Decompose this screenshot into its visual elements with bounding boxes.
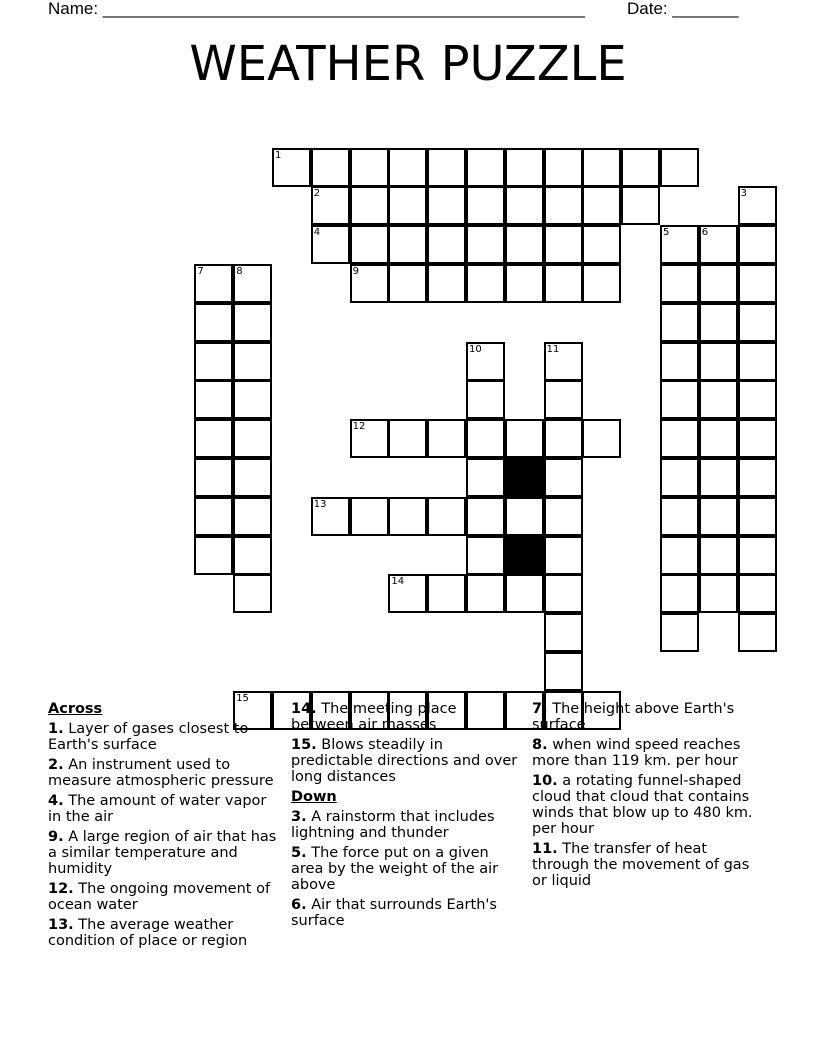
grid-cell[interactable] (233, 458, 272, 497)
grid-cell[interactable] (388, 574, 427, 613)
grid-cell[interactable] (466, 458, 505, 497)
grid-cell[interactable] (544, 536, 583, 575)
grid-cell[interactable] (544, 652, 583, 691)
clue-number-label: 6. (291, 897, 307, 913)
clue-item (532, 701, 768, 733)
grid-cell[interactable] (233, 536, 272, 575)
grid-cell[interactable] (311, 186, 350, 225)
grid-cell[interactable] (350, 497, 389, 536)
page-title: WEATHER PUZZLE (189, 36, 627, 92)
clue-number-label: 8. (532, 737, 548, 753)
black-cell (505, 458, 544, 497)
grid-cell[interactable] (233, 380, 272, 419)
grid-cell[interactable] (544, 419, 583, 458)
grid-cell[interactable] (466, 225, 505, 264)
grid-cell[interactable] (738, 342, 777, 381)
grid-cell[interactable] (427, 148, 466, 187)
grid-cell[interactable] (311, 497, 350, 536)
clue-item (48, 917, 280, 949)
grid-cell[interactable] (194, 536, 233, 575)
grid-cell[interactable] (311, 148, 350, 187)
grid-cell[interactable] (233, 342, 272, 381)
clue-item (48, 881, 280, 913)
clue-number-label: 9. (48, 829, 64, 845)
grid-cell[interactable] (505, 419, 544, 458)
grid-cell[interactable] (738, 574, 777, 613)
grid-cell[interactable] (233, 574, 272, 613)
clue-number: 9 (352, 266, 359, 277)
grid-cell[interactable] (466, 574, 505, 613)
clue-number-label: 13. (48, 917, 74, 933)
clue-text: The ongoing movement of ocean water (48, 881, 271, 913)
down-heading: Down (291, 789, 337, 805)
clue-number: 7 (197, 266, 204, 277)
clue-number: 5 (663, 227, 670, 239)
grid-cell[interactable] (466, 380, 505, 419)
across-heading: Across (48, 701, 103, 717)
clue-item (291, 845, 521, 893)
grid-cell[interactable] (699, 497, 738, 536)
grid-cell[interactable] (466, 148, 505, 187)
grid-cell[interactable] (699, 419, 738, 458)
grid-cell[interactable] (738, 303, 777, 342)
clue-number-label: 1. (48, 721, 64, 737)
clue-item (48, 721, 280, 753)
clue-number: 1 (275, 149, 282, 161)
grid-cell[interactable] (466, 536, 505, 575)
grid-cell[interactable] (466, 186, 505, 225)
grid-cell[interactable] (544, 225, 583, 264)
grid-cell[interactable] (544, 458, 583, 497)
clue-item (291, 701, 521, 733)
grid-cell[interactable] (660, 574, 699, 613)
grid-cell[interactable] (427, 186, 466, 225)
grid-cell[interactable] (544, 342, 583, 381)
clue-number: 15 (236, 692, 249, 704)
clue-number: 12 (352, 421, 366, 433)
clue-item (291, 737, 521, 785)
grid-cell[interactable] (660, 536, 699, 575)
grid-cell[interactable] (699, 225, 738, 264)
grid-cell[interactable] (427, 419, 466, 458)
grid-cell[interactable] (466, 497, 505, 536)
grid-cell[interactable] (738, 497, 777, 536)
clue-item (532, 841, 768, 889)
grid-cell[interactable] (466, 264, 505, 303)
black-cell (505, 536, 544, 575)
clue-text: The height above Earth's surface (532, 701, 735, 733)
grid-cell[interactable] (194, 380, 233, 419)
grid-cell[interactable] (427, 574, 466, 613)
clue-number-label: 11. (532, 841, 558, 857)
grid-cell[interactable] (272, 148, 311, 187)
grid-cell[interactable] (660, 342, 699, 381)
grid-cell[interactable] (582, 186, 621, 225)
grid-cell[interactable] (194, 458, 233, 497)
clue-text: a rotating funnel-shaped cloud that cloud that contains winds that blow up to 480 km. per hour (532, 773, 753, 837)
grid-cell[interactable] (233, 264, 272, 303)
clue-number-label: 3. (291, 809, 307, 825)
grid-cell[interactable] (660, 458, 699, 497)
grid-cell[interactable] (699, 574, 738, 613)
grid-cell[interactable] (544, 264, 583, 303)
clue-text: The meeting place between air masses (291, 701, 457, 733)
grid-cell[interactable] (699, 303, 738, 342)
grid-cell[interactable] (388, 419, 427, 458)
clue-number-label: 2. (48, 757, 64, 773)
clues-column-3 (532, 701, 768, 893)
clue-number: 14 (391, 576, 405, 588)
grid-cell[interactable] (466, 419, 505, 458)
grid-cell[interactable] (194, 419, 233, 458)
grid-cell[interactable] (660, 613, 699, 652)
clue-item (48, 829, 280, 877)
clue-number-label: 15. (291, 737, 317, 753)
date-field[interactable]: Date: _______ (627, 0, 739, 18)
grid-cell[interactable] (544, 148, 583, 187)
grid-cell[interactable] (350, 264, 389, 303)
grid-cell[interactable] (233, 303, 272, 342)
name-field[interactable]: Name: ___________________________________________________ (48, 0, 585, 18)
grid-cell[interactable] (660, 264, 699, 303)
grid-cell[interactable] (388, 497, 427, 536)
clue-item (532, 737, 768, 769)
grid-cell[interactable] (388, 225, 427, 264)
clue-number-label: 5. (291, 845, 307, 861)
clue-number: 10 (469, 343, 482, 355)
grid-cell[interactable] (544, 574, 583, 613)
clue-text: Layer of gases closest to Earth's surface (48, 721, 249, 753)
grid-cell[interactable] (738, 458, 777, 497)
clue-text: Blows steadily in predictable directions and over long distances (291, 737, 518, 785)
grid-cell[interactable] (350, 225, 389, 264)
clue-text: when wind speed reaches more than 119 km. per hour (532, 737, 741, 769)
grid-cell[interactable] (738, 186, 777, 225)
grid-cell[interactable] (544, 380, 583, 419)
grid-cell[interactable] (621, 148, 660, 187)
grid-cell[interactable] (660, 497, 699, 536)
clue-number: 3 (740, 188, 747, 200)
clue-item (48, 793, 280, 825)
grid-cell[interactable] (466, 342, 505, 381)
grid-cell[interactable] (505, 186, 544, 225)
clue-item (291, 809, 521, 841)
grid-cell[interactable] (660, 419, 699, 458)
clues-column-2 (291, 701, 521, 933)
grid-cell[interactable] (505, 264, 544, 303)
clues-column-1 (48, 701, 280, 953)
grid-cell[interactable] (427, 264, 466, 303)
clue-text: The amount of water vapor in the air (48, 793, 267, 825)
grid-cell[interactable] (194, 303, 233, 342)
grid-cell[interactable] (699, 536, 738, 575)
grid-cell[interactable] (582, 419, 621, 458)
grid-cell[interactable] (738, 380, 777, 419)
grid-cell[interactable] (427, 225, 466, 264)
grid-cell[interactable] (505, 148, 544, 187)
grid-cell[interactable] (738, 225, 777, 264)
grid-cell[interactable] (621, 186, 660, 225)
grid-cell[interactable] (233, 419, 272, 458)
grid-cell[interactable] (699, 342, 738, 381)
grid-cell[interactable] (582, 264, 621, 303)
clue-number-label: 4. (48, 793, 64, 809)
grid-cell[interactable] (699, 458, 738, 497)
grid-cell[interactable] (194, 264, 233, 303)
clue-number: 8 (236, 266, 243, 277)
grid-cell[interactable] (233, 497, 272, 536)
clue-number: 11 (546, 343, 560, 355)
clue-number-label: 12. (48, 881, 74, 897)
clue-item (48, 757, 280, 789)
clue-number-label: 10. (532, 773, 558, 789)
grid-cell[interactable] (699, 380, 738, 419)
clue-item (532, 773, 768, 837)
grid-cell[interactable] (388, 148, 427, 187)
clue-text: A large region of air that has a similar temperature and humidity (48, 829, 277, 877)
grid-cell[interactable] (699, 264, 738, 303)
clue-item (291, 897, 521, 929)
grid-cell[interactable] (350, 419, 389, 458)
clue-number-label: 14. (291, 701, 317, 717)
clue-number: 13 (313, 498, 327, 510)
clue-text: A rainstorm that includes lightning and thunder (291, 809, 495, 841)
grid-cell[interactable] (544, 186, 583, 225)
grid-cell[interactable] (582, 148, 621, 187)
clue-text: Air that surrounds Earth's surface (291, 897, 497, 929)
grid-cell[interactable] (505, 497, 544, 536)
clue-number-label: 7. (532, 701, 548, 717)
clue-number: 2 (313, 188, 321, 200)
grid-cell[interactable] (582, 225, 621, 264)
grid-cell[interactable] (505, 574, 544, 613)
grid-cell[interactable] (660, 380, 699, 419)
grid-cell[interactable] (194, 342, 233, 381)
grid-cell[interactable] (738, 613, 777, 652)
grid-cell[interactable] (660, 225, 699, 264)
clue-text: An instrument used to measure atmospheric pressure (48, 757, 274, 789)
clue-text: The force put on a given area by the weight of the air above (291, 845, 499, 893)
clue-text: The transfer of heat through the movement of gas or liquid (532, 841, 750, 889)
grid-cell[interactable] (738, 264, 777, 303)
grid-cell[interactable] (544, 613, 583, 652)
grid-cell[interactable] (388, 264, 427, 303)
grid-cell[interactable] (660, 303, 699, 342)
grid-cell[interactable] (350, 186, 389, 225)
grid-cell[interactable] (194, 497, 233, 536)
grid-cell[interactable] (660, 148, 699, 187)
grid-cell[interactable] (311, 225, 350, 264)
grid-cell[interactable] (738, 419, 777, 458)
grid-cell[interactable] (350, 148, 389, 187)
grid-cell[interactable] (505, 225, 544, 264)
clue-number: 4 (313, 227, 321, 239)
grid-cell[interactable] (427, 497, 466, 536)
grid-cell[interactable] (738, 536, 777, 575)
grid-cell[interactable] (388, 186, 427, 225)
clue-text: The average weather condition of place or region (48, 917, 248, 949)
grid-cell[interactable] (544, 497, 583, 536)
clue-number: 6 (701, 227, 709, 239)
